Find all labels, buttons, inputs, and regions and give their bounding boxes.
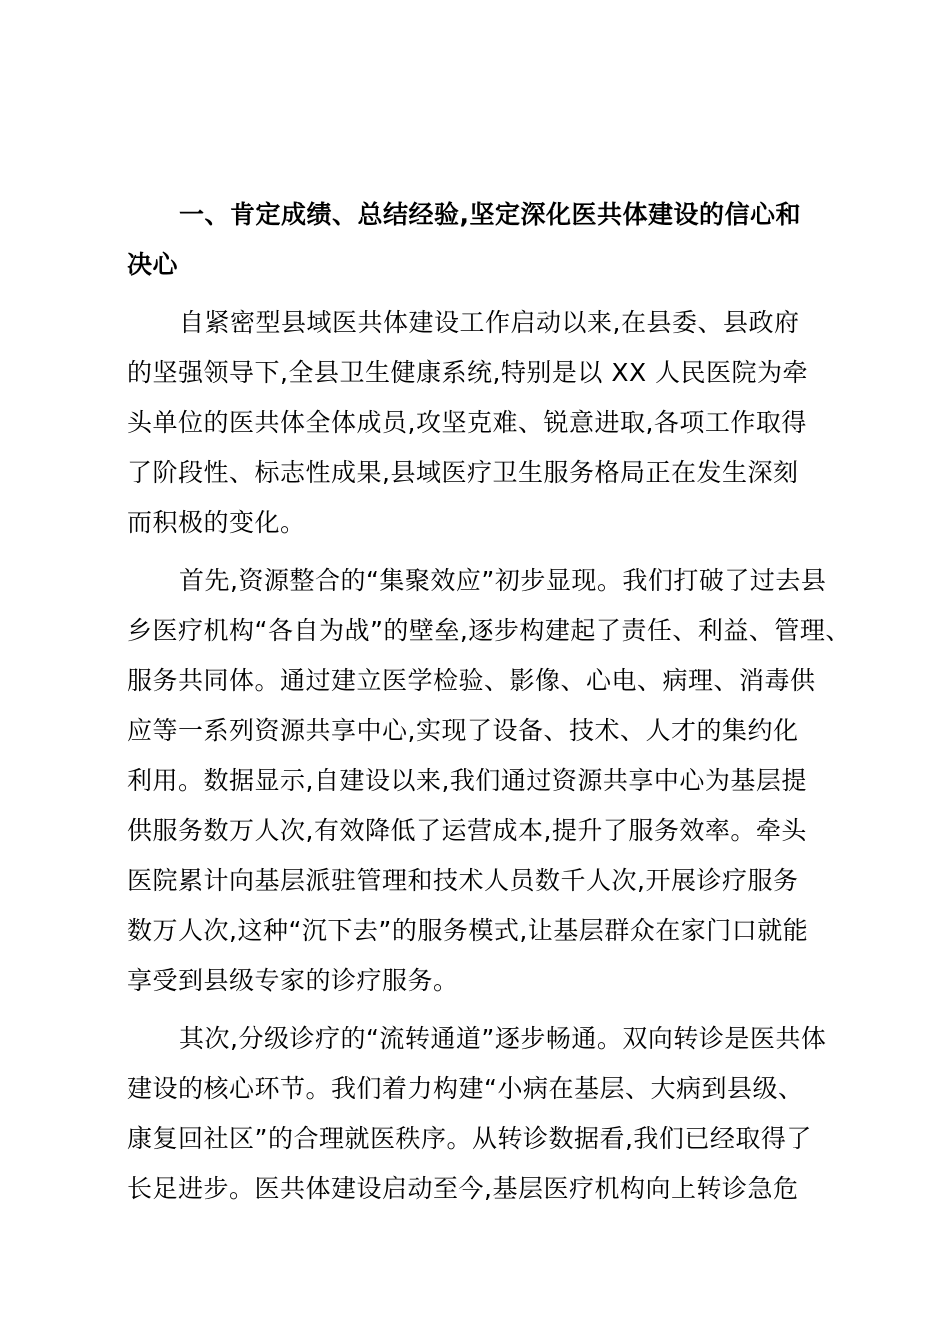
heading-line: 一、肯定成绩、总结经验,坚定深化医共体建设的信心和 (179, 200, 801, 229)
paragraph-line: 自紧密型县域医共体建设工作启动以来,在县委、县政府 (179, 308, 800, 337)
paragraph-line: 其次,分级诊疗的“流转通道”逐步畅通。双向转诊是医共体 (179, 1024, 827, 1053)
document-body (127, 190, 851, 1214)
paragraph-referral (127, 1014, 827, 1214)
paragraph-line: 享受到县级专家的诊疗服务。 (127, 966, 459, 995)
paragraph-line: 而积极的变化。 (127, 508, 306, 537)
paragraph-line: 首先,资源整合的“集聚效应”初步显现。我们打破了过去县 (179, 566, 827, 595)
paragraph-resources (127, 556, 851, 1006)
section-heading (127, 190, 827, 290)
heading-line: 决心 (127, 250, 179, 279)
paragraph-line: 头单位的医共体全体成员,攻坚克难、锐意进取,各项工作取得 (127, 408, 807, 437)
paragraph-line: 服务共同体。通过建立医学检验、影像、心电、病理、消毒供 (127, 666, 816, 695)
paragraph-line: 康复回社区”的合理就医秩序。从转诊数据看,我们已经取得了 (127, 1124, 812, 1153)
paragraph-line: 数万人次,这种“沉下去”的服务模式,让基层群众在家门口就能 (127, 916, 809, 945)
paragraph-line: 的坚强领导下,全县卫生健康系统,特别是以 XX 人民医院为牵 (127, 358, 809, 387)
paragraph-line: 医院累计向基层派驻管理和技术人员数千人次,开展诊疗服务 (127, 866, 799, 895)
paragraph-line: 建设的核心环节。我们着力构建“小病在基层、大病到县级、 (127, 1074, 804, 1103)
paragraph-line: 长足进步。医共体建设启动至今,基层医疗机构向上转诊急危 (127, 1174, 799, 1203)
paragraph-line: 了阶段性、标志性成果,县域医疗卫生服务格局正在发生深刻 (127, 458, 799, 487)
paragraph-line: 供服务数万人次,有效降低了运营成本,提升了服务效率。牵头 (127, 816, 807, 845)
paragraph-intro (127, 298, 827, 548)
paragraph-line: 利用。数据显示,自建设以来,我们通过资源共享中心为基层提 (127, 766, 807, 795)
paragraph-line: 应等一系列资源共享中心,实现了设备、技术、人才的集约化 (127, 716, 799, 745)
paragraph-line: 乡医疗机构“各自为战”的壁垒,逐步构建起了责任、利益、管理、 (127, 616, 851, 645)
